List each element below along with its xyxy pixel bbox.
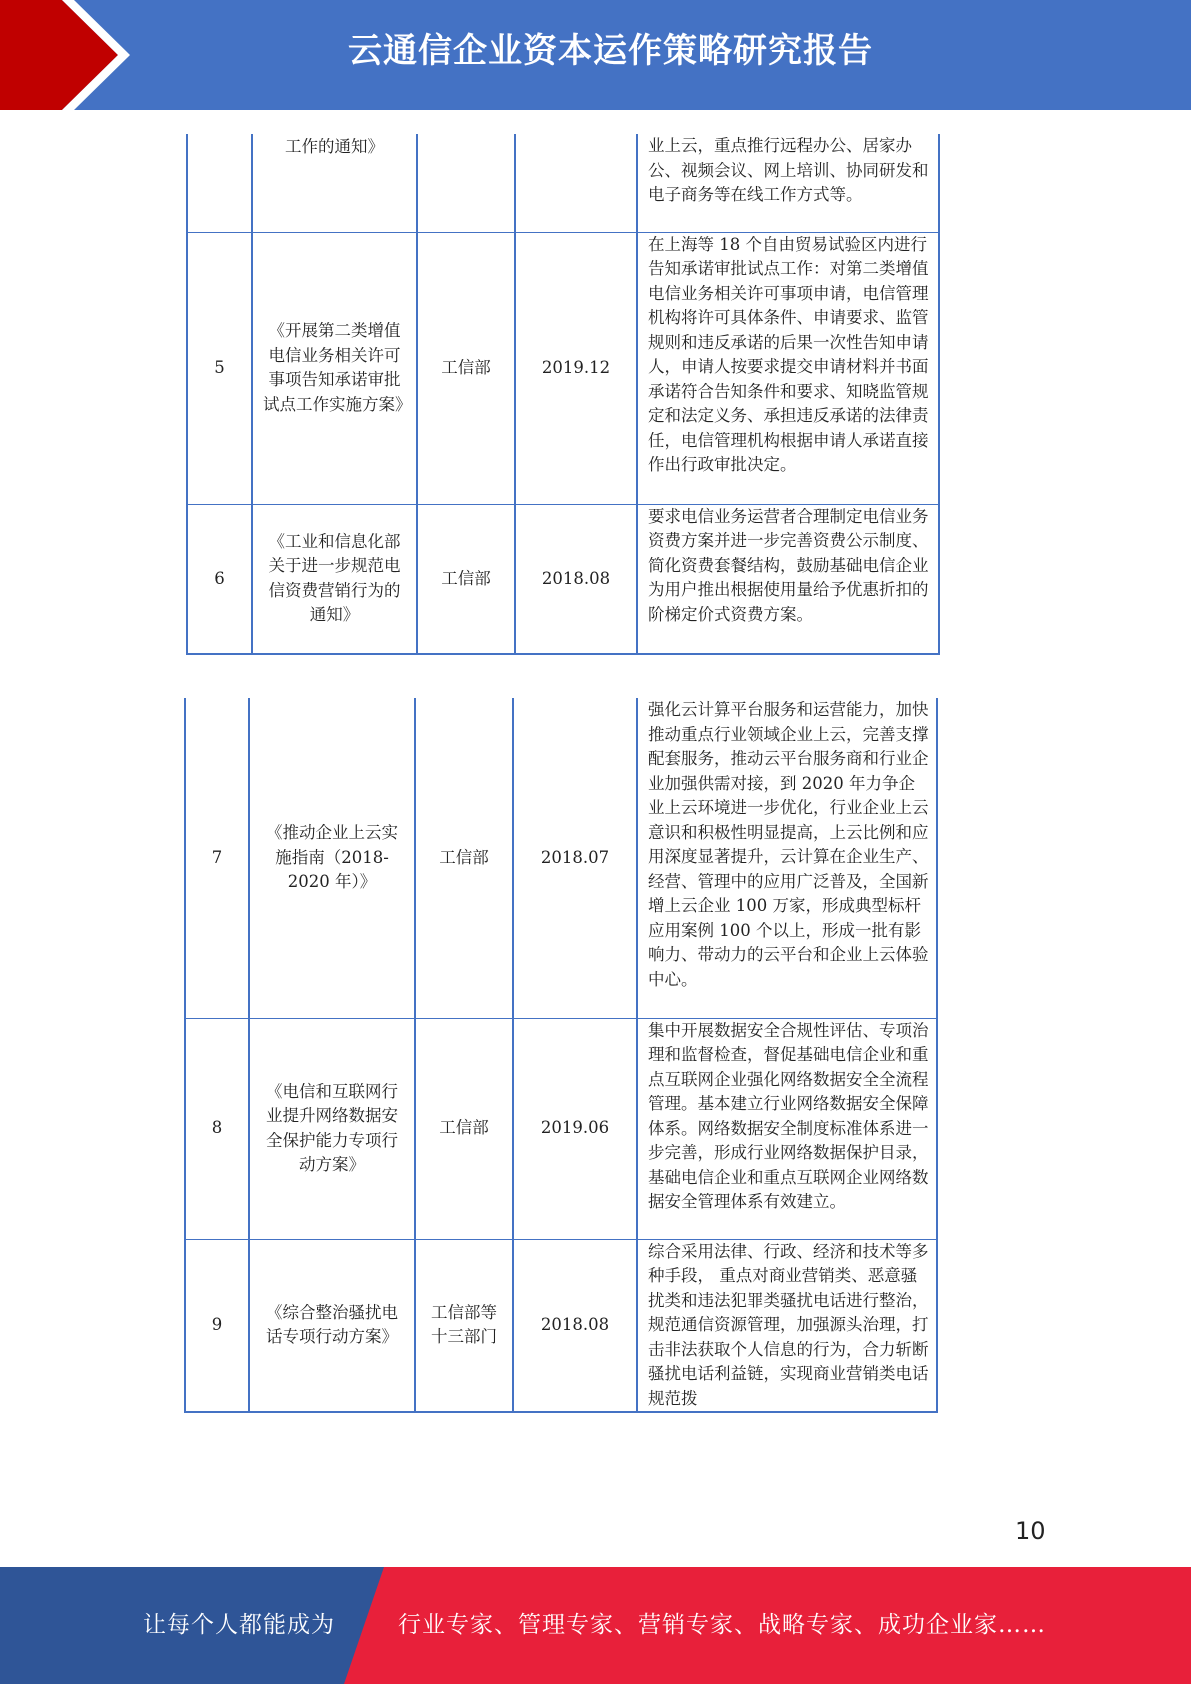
table-row [185, 698, 937, 1018]
policy-department: 工信部等十三部门 [415, 1239, 513, 1412]
policy-date [515, 134, 637, 232]
policy-table-1 [186, 134, 940, 655]
table-row [187, 232, 939, 504]
policy-department: 工信部 [415, 698, 513, 1018]
policy-date: 2019.12 [515, 232, 637, 504]
policy-department [417, 134, 515, 232]
policy-content: 在上海等 18 个自由贸易试验区内进行告知承诺审批试点工作：对第二类增值电信业务相关许可事项申请，电信管理机构将许可具体条件、申请要求、监管规则和违反承诺的后果一次性告知申请人，申请人按要求提交申请材料并书面承诺符合告知条件和要求、知晓监管规定和法定义务、承担违反承诺的法律责任，电信管理机构根据申请人承诺直接作出行政审批决定。 [637, 232, 939, 504]
table-row [185, 1239, 937, 1412]
table-row [185, 1018, 937, 1239]
row-number: 7 [185, 698, 249, 1018]
policy-department: 工信部 [417, 232, 515, 504]
row-number: 8 [185, 1018, 249, 1239]
policy-title: 工作的通知》 [252, 134, 417, 232]
policy-department: 工信部 [415, 1018, 513, 1239]
policy-content: 业上云，重点推行远程办公、居家办公、视频会议、网上培训、协同研发和电子商务等在线工作方式等。 [637, 134, 939, 232]
row-number: 9 [185, 1239, 249, 1412]
policy-table-2 [184, 698, 938, 1413]
page-number: 10 [1015, 1517, 1046, 1545]
table-row [187, 504, 939, 654]
page-footer [0, 1567, 1191, 1684]
policy-content: 集中开展数据安全合规性评估、专项治理和监督检查，督促基础电信企业和重点互联网企业强化网络数据安全全流程管理。基本建立行业网络数据安全保障体系。网络数据安全制度标准体系进一步完善，形成行业网络数据保护目录，基础电信企业和重点互联网企业网络数据安全管理体系有效建立。 [637, 1018, 937, 1239]
policy-title: 《电信和互联网行业提升网络数据安全保护能力专项行动方案》 [249, 1018, 415, 1239]
policy-content: 综合采用法律、行政、经济和技术等多种手段， 重点对商业营销类、恶意骚扰类和违法犯罪类骚扰电话进行整治，规范通信资源管理，加强源头治理，打击非法获取个人信息的行为，合力斩断骚扰电话利益链，实现商业营销类电话规范拨 [637, 1239, 937, 1412]
page-header [0, 0, 1191, 110]
footer-slogan-left: 让每个人都能成为 [143, 1612, 335, 1638]
policy-title: 《推动企业上云实施指南（2018-2020 年）》 [249, 698, 415, 1018]
row-number [187, 134, 252, 232]
policy-date: 2018.08 [513, 1239, 637, 1412]
policy-department: 工信部 [417, 504, 515, 654]
policy-title: 《开展第二类增值电信业务相关许可事项告知承诺审批试点工作实施方案》 [252, 232, 417, 504]
footer-slogan-right: 行业专家、管理专家、营销专家、战略专家、成功企业家…… [398, 1612, 1046, 1638]
report-title: 云通信企业资本运作策略研究报告 [348, 31, 873, 71]
policy-date: 2019.06 [513, 1018, 637, 1239]
row-number: 5 [187, 232, 252, 504]
policy-content: 强化云计算平台服务和运营能力，加快推动重点行业领域企业上云，完善支撑配套服务，推动云平台服务商和行业企业加强供需对接，到 2020 年力争企业上云环境进一步优化，行业企业上云意识和积极性明显提高，上云比例和应用深度显著提升，云计算在企业生产、经营、管理中的应用广泛普及，全国新增上云企业 100 万家，形成典型标杆应用案例 100 个以上，形成一批有影响力、带动力的云平台和企业上云体验中心。 [637, 698, 937, 1018]
policy-title: 《工业和信息化部关于进一步规范电信资费营销行为的通知》 [252, 504, 417, 654]
row-number: 6 [187, 504, 252, 654]
table-row [187, 134, 939, 232]
policy-date: 2018.07 [513, 698, 637, 1018]
policy-content: 要求电信业务运营者合理制定电信业务资费方案并进一步完善资费公示制度、简化资费套餐结构，鼓励基础电信企业为用户推出根据使用量给予优惠折扣的阶梯定价式资费方案。 [637, 504, 939, 654]
policy-title: 《综合整治骚扰电话专项行动方案》 [249, 1239, 415, 1412]
policy-date: 2018.08 [515, 504, 637, 654]
